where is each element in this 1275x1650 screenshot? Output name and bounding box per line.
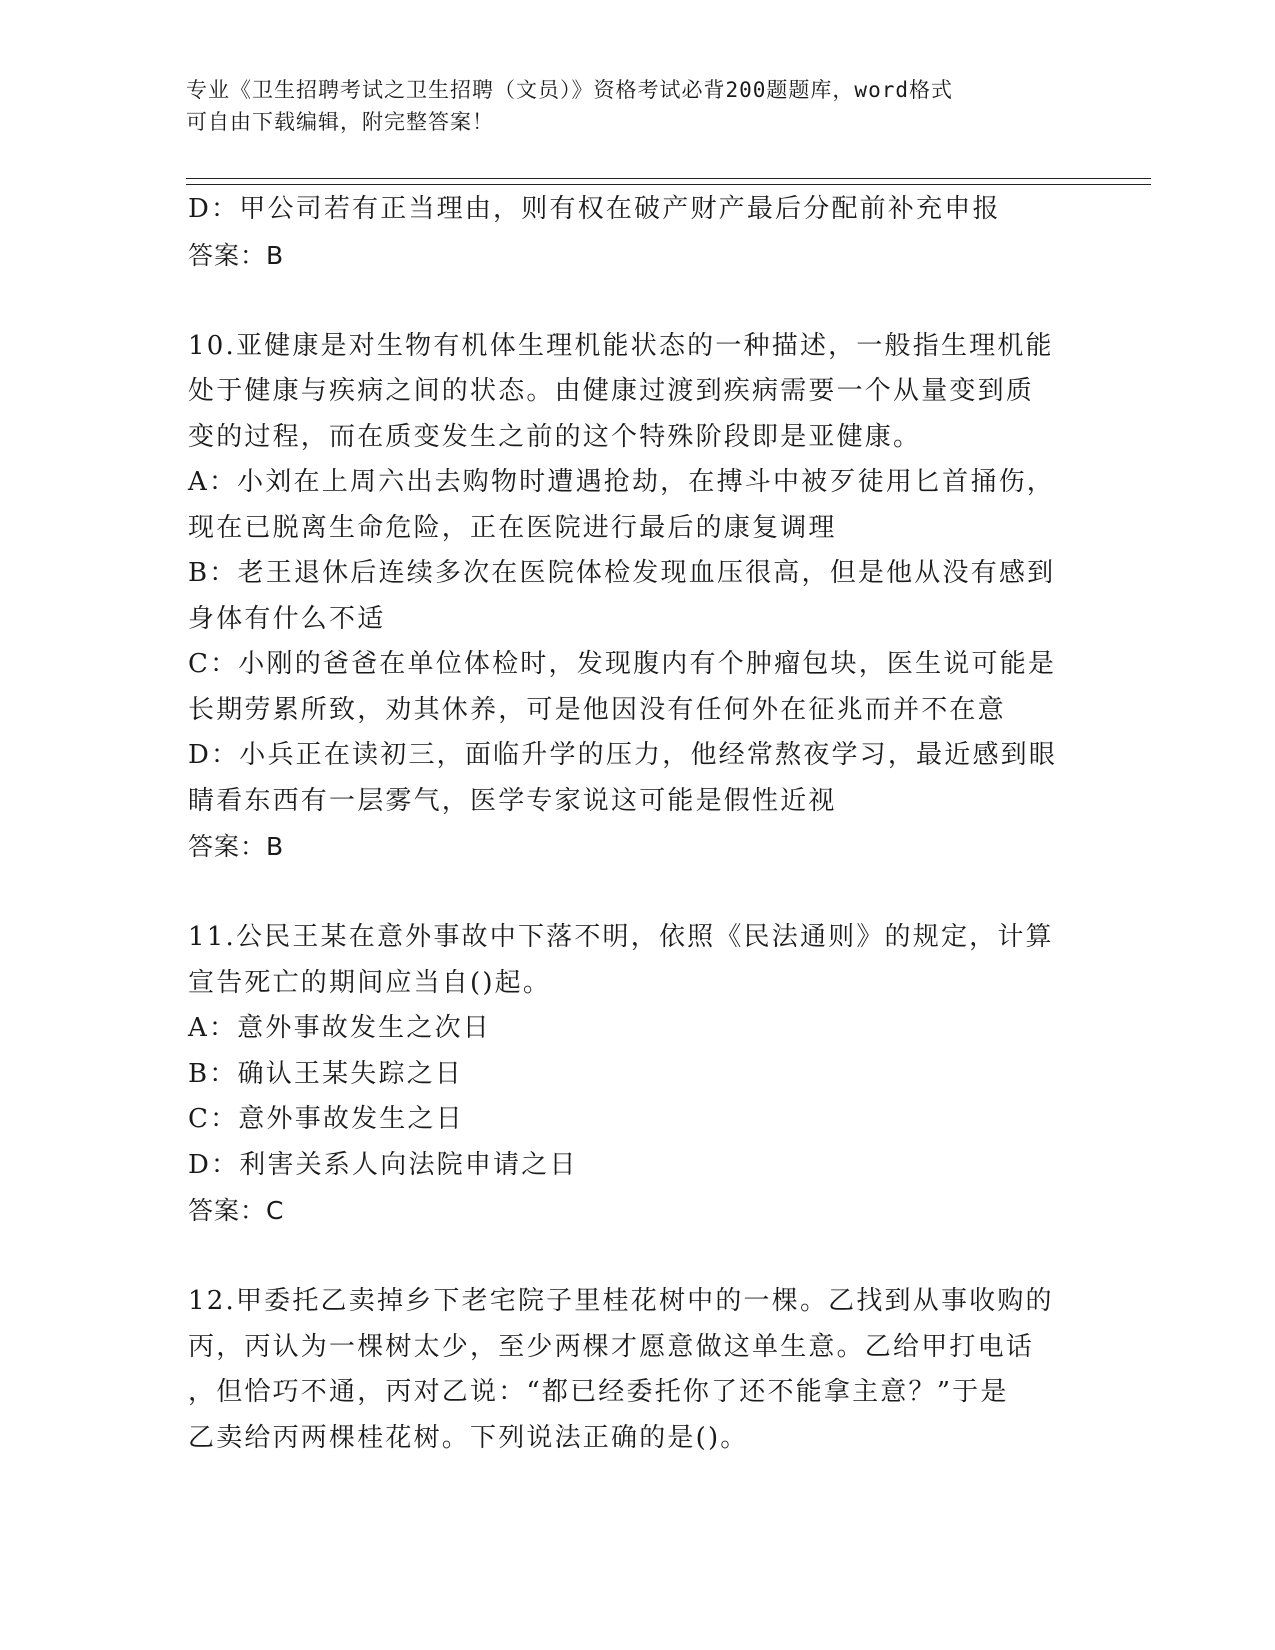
q10-stem-line-2: 处于健康与疾病之间的状态。由健康过渡到疾病需要一个从量变到质 (188, 376, 1035, 406)
q11-stem-line-2: 宣告死亡的期间应当自()起。 (188, 967, 552, 998)
q9-answer: 答案：B (188, 240, 285, 270)
q10-option-b-line-1: B：老王退休后连续多次在医院体检发现血压很高，但是他从没有感到 (188, 558, 1056, 588)
q10-stem-line-3: 变的过程，而在质变发生之前的这个特殊阶段即是亚健康。 (188, 421, 922, 452)
q12-stem-line-3: ，但恰巧不通，丙对乙说：“都已经委托你了还不能拿主意？”于是 (188, 1377, 1009, 1407)
q10-stem-line-1: 10.亚健康是对生物有机体生理机能状态的一种描述，一般指生理机能 (188, 330, 1054, 361)
spacer (188, 870, 1088, 916)
spacer (188, 1234, 1088, 1280)
q10-option-b-line-2: 身体有什么不适 (188, 603, 386, 634)
q11-option-a: A：意外事故发生之次日 (188, 1013, 491, 1043)
spacer (188, 278, 1088, 324)
q10-option-d-line-2: 睛看东西有一层雾气，医学专家说这可能是假性近视 (188, 785, 837, 816)
q12-stem-line-4: 乙卖给丙两棵桂花树。下列说法正确的是()。 (188, 1422, 749, 1453)
question-11 (188, 915, 1088, 1234)
q11-stem-line-1: 11.公民王某在意外事故中下落不明，依照《民法通则》的规定，计算 (188, 922, 1054, 952)
q9-option-d: D：甲公司若有正当理由，则有权在破产财产最后分配前补充申报 (188, 194, 1001, 224)
question-content (188, 187, 1088, 1461)
header-divider-bottom (186, 184, 1151, 185)
q10-option-c-line-1: C：小刚的爸爸在单位体检时，发现腹内有个肿瘤包块，医生说可能是 (188, 649, 1057, 679)
header-line-2: 可自由下载编辑，附完整答案！ (186, 110, 494, 134)
header-line-1: 专业《卫生招聘考试之卫生招聘（文员）》资格考试必背200题题库，word格式 (186, 78, 953, 102)
q10-option-c-line-2: 长期劳累所致，劝其休养，可是他因没有任何外在征兆而并不在意 (188, 694, 1006, 725)
q10-option-a-line-1: A：小刘在上周六出去购物时遭遇抢劫，在搏斗中被歹徒用匕首捅伤， (188, 467, 1055, 497)
page-header (186, 74, 1066, 138)
q11-option-d: D：利害关系人向法院申请之日 (188, 1149, 578, 1180)
question-9-tail (188, 187, 1088, 278)
question-12 (188, 1279, 1088, 1461)
q11-option-c: C：意外事故发生之日 (188, 1104, 464, 1134)
q11-answer: 答案：C (188, 1196, 285, 1225)
q12-stem-line-1: 12.甲委托乙卖掉乡下老宅院子里桂花树中的一棵。乙找到从事收购的 (188, 1286, 1054, 1316)
q10-option-a-line-2: 现在已脱离生命危险，正在医院进行最后的康复调理 (188, 512, 837, 543)
q11-option-b: B：确认王某失踪之日 (188, 1058, 464, 1089)
header-divider-top (186, 178, 1151, 179)
q10-option-d-line-1: D：小兵正在读初三，面临升学的压力，他经常熬夜学习，最近感到眼 (188, 740, 1058, 770)
question-10 (188, 324, 1088, 870)
q12-stem-line-2: 丙，丙认为一棵树太少，至少两棵才愿意做这单生意。乙给甲打电话 (188, 1331, 1035, 1362)
q10-answer: 答案：B (188, 832, 285, 861)
